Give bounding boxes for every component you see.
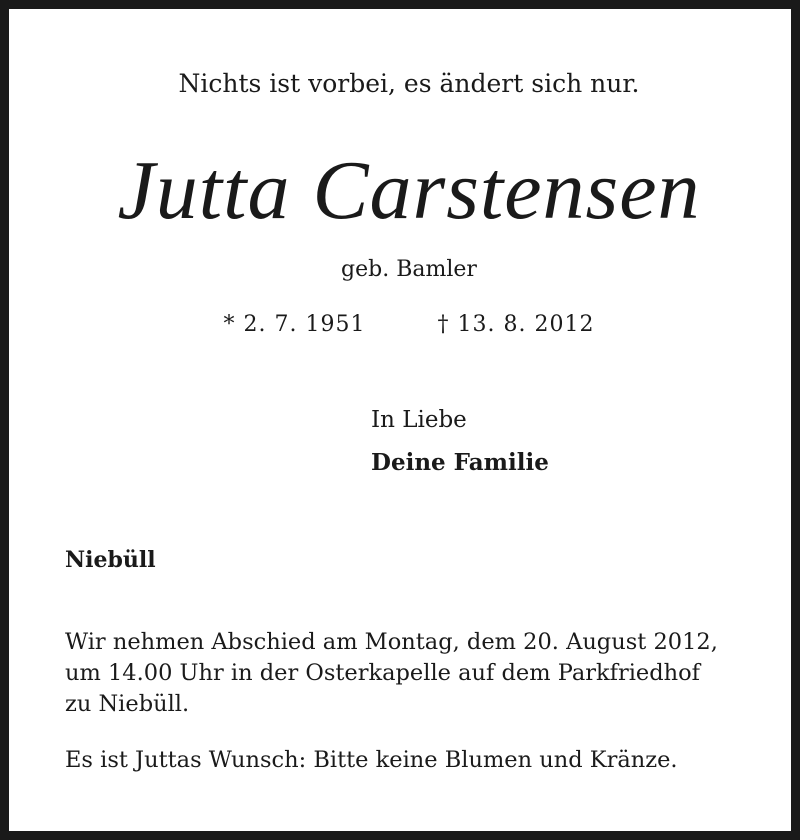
birth-date: * 2. 7. 1951 — [223, 312, 366, 337]
family-signature: Deine Familie — [371, 449, 549, 476]
wish-text: Es ist Juttas Wunsch: Bitte keine Blumen und Kränze. — [65, 747, 678, 773]
farewell-line: um 14.00 Uhr in der Osterkapelle auf dem Parkfriedhof — [65, 660, 700, 686]
farewell-line: zu Niebüll. — [65, 691, 190, 717]
closing-line: In Liebe — [371, 407, 467, 433]
deceased-name: Jutta Carstensen — [117, 144, 701, 237]
farewell-text — [65, 627, 775, 720]
life-dates — [9, 312, 800, 338]
death-date: † 13. 8. 2012 — [437, 312, 595, 337]
place-name: Niebüll — [65, 547, 156, 573]
motto-text: Nichts ist vorbei, es ändert sich nur. — [178, 69, 640, 98]
farewell-line: Wir nehmen Abschied am Montag, dem 20. August 2012, — [65, 629, 718, 655]
maiden-name: geb. Bamler — [341, 257, 477, 282]
